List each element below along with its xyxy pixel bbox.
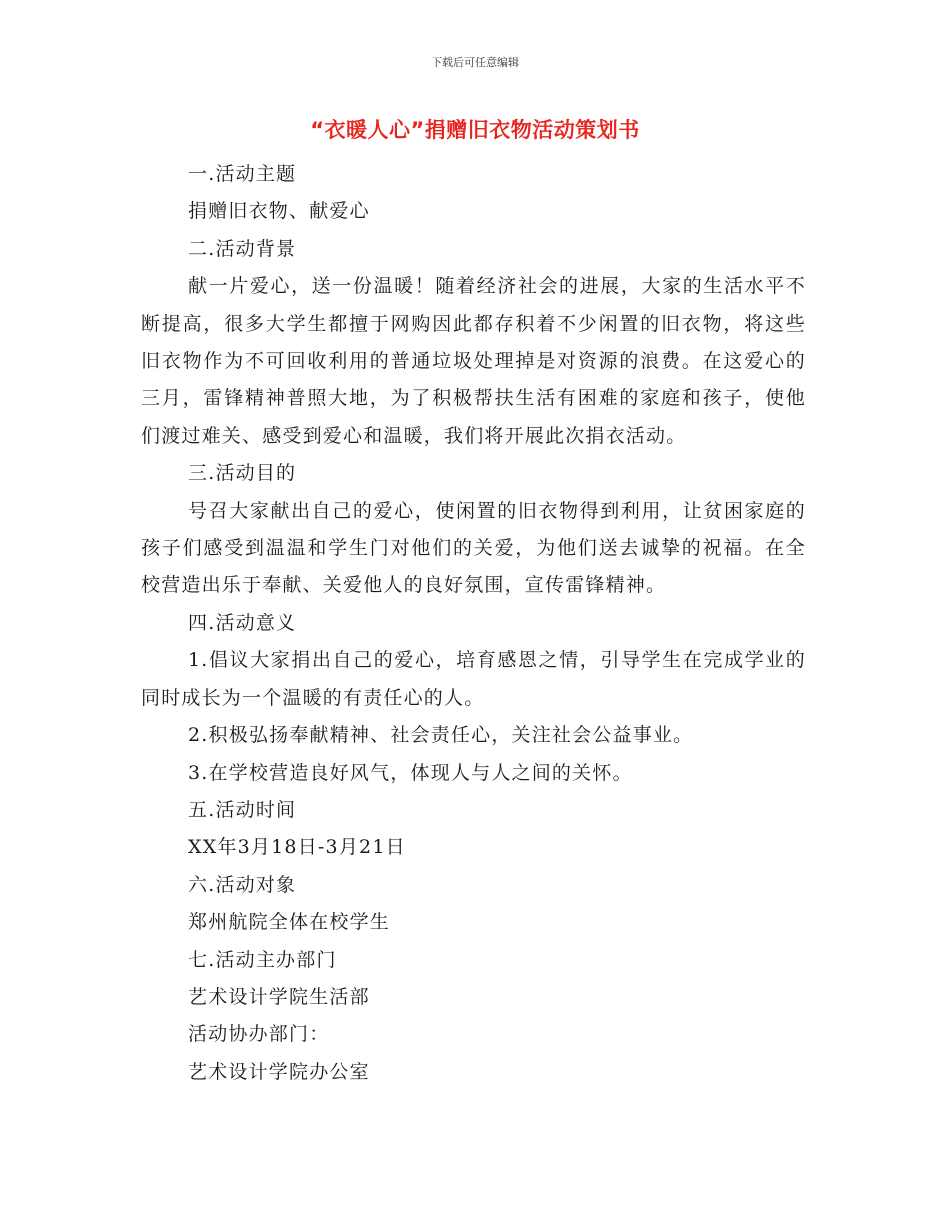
section-6-heading: 六.活动对象 bbox=[188, 873, 297, 896]
header-note: 下载后可任意编辑 bbox=[431, 56, 519, 69]
section-7-body: 艺术设计学院生活部 bbox=[188, 985, 370, 1008]
section-4-item-1: 1.倡议大家捐出自己的爱心，培育感恩之情，引导学生在完成学业的同时成长为一个温暖的有责任心的人。 bbox=[141, 649, 806, 709]
section-2-heading: 二.活动背景 bbox=[188, 237, 297, 260]
section-7-co-body: 艺术设计学院办公室 bbox=[188, 1060, 370, 1083]
section-4-item-3: 3.在学校营造良好风气，体现人与人之间的关怀。 bbox=[188, 761, 633, 784]
section-4-heading: 四.活动意义 bbox=[188, 611, 297, 634]
section-7-heading: 七.活动主办部门 bbox=[188, 948, 337, 971]
section-1-heading: 一.活动主题 bbox=[188, 163, 297, 185]
section-6-body: 郑州航院全体在校学生 bbox=[188, 911, 391, 934]
section-4-item-2: 2.积极弘扬奉献精神、社会责任心，关注社会公益事业。 bbox=[188, 724, 694, 747]
document-body bbox=[141, 156, 806, 1091]
section-1-body: 捐赠旧衣物、献爱心 bbox=[188, 200, 370, 223]
section-5-heading: 五.活动时间 bbox=[188, 798, 297, 821]
section-3-heading: 三.活动目的 bbox=[188, 462, 297, 485]
document-title: “衣暖人心”捐赠旧衣物活动策划书 bbox=[310, 118, 640, 142]
section-7-co-label: 活动协办部门： bbox=[188, 1023, 330, 1046]
section-2-body: 献一片爱心，送一份温暖！随着经济社会的进展，大家的生活水平不断提高，很多大学生都擅于网购因此都存积着不少闲置的旧衣物，将这些旧衣物作为不可回收利用的普通垃圾处理掉是对资源的浪费。在这爱心的三月，雷锋精神普照大地，为了积极帮扶生活有困难的家庭和孩子，使他们渡过难关、感受到爱心和温暖，我们将开展此次捐衣活动。 bbox=[141, 275, 806, 447]
section-5-body: XX年3月18日-3月21日 bbox=[188, 836, 406, 859]
section-3-body: 号召大家献出自己的爱心，使闲置的旧衣物得到利用，让贫困家庭的孩子们感受到温温和学生门对他们的关爱，为他们送去诚挚的祝福。在全校营造出乐于奉献、关爱他人的良好氛围，宣传雷锋精神。 bbox=[141, 499, 806, 597]
